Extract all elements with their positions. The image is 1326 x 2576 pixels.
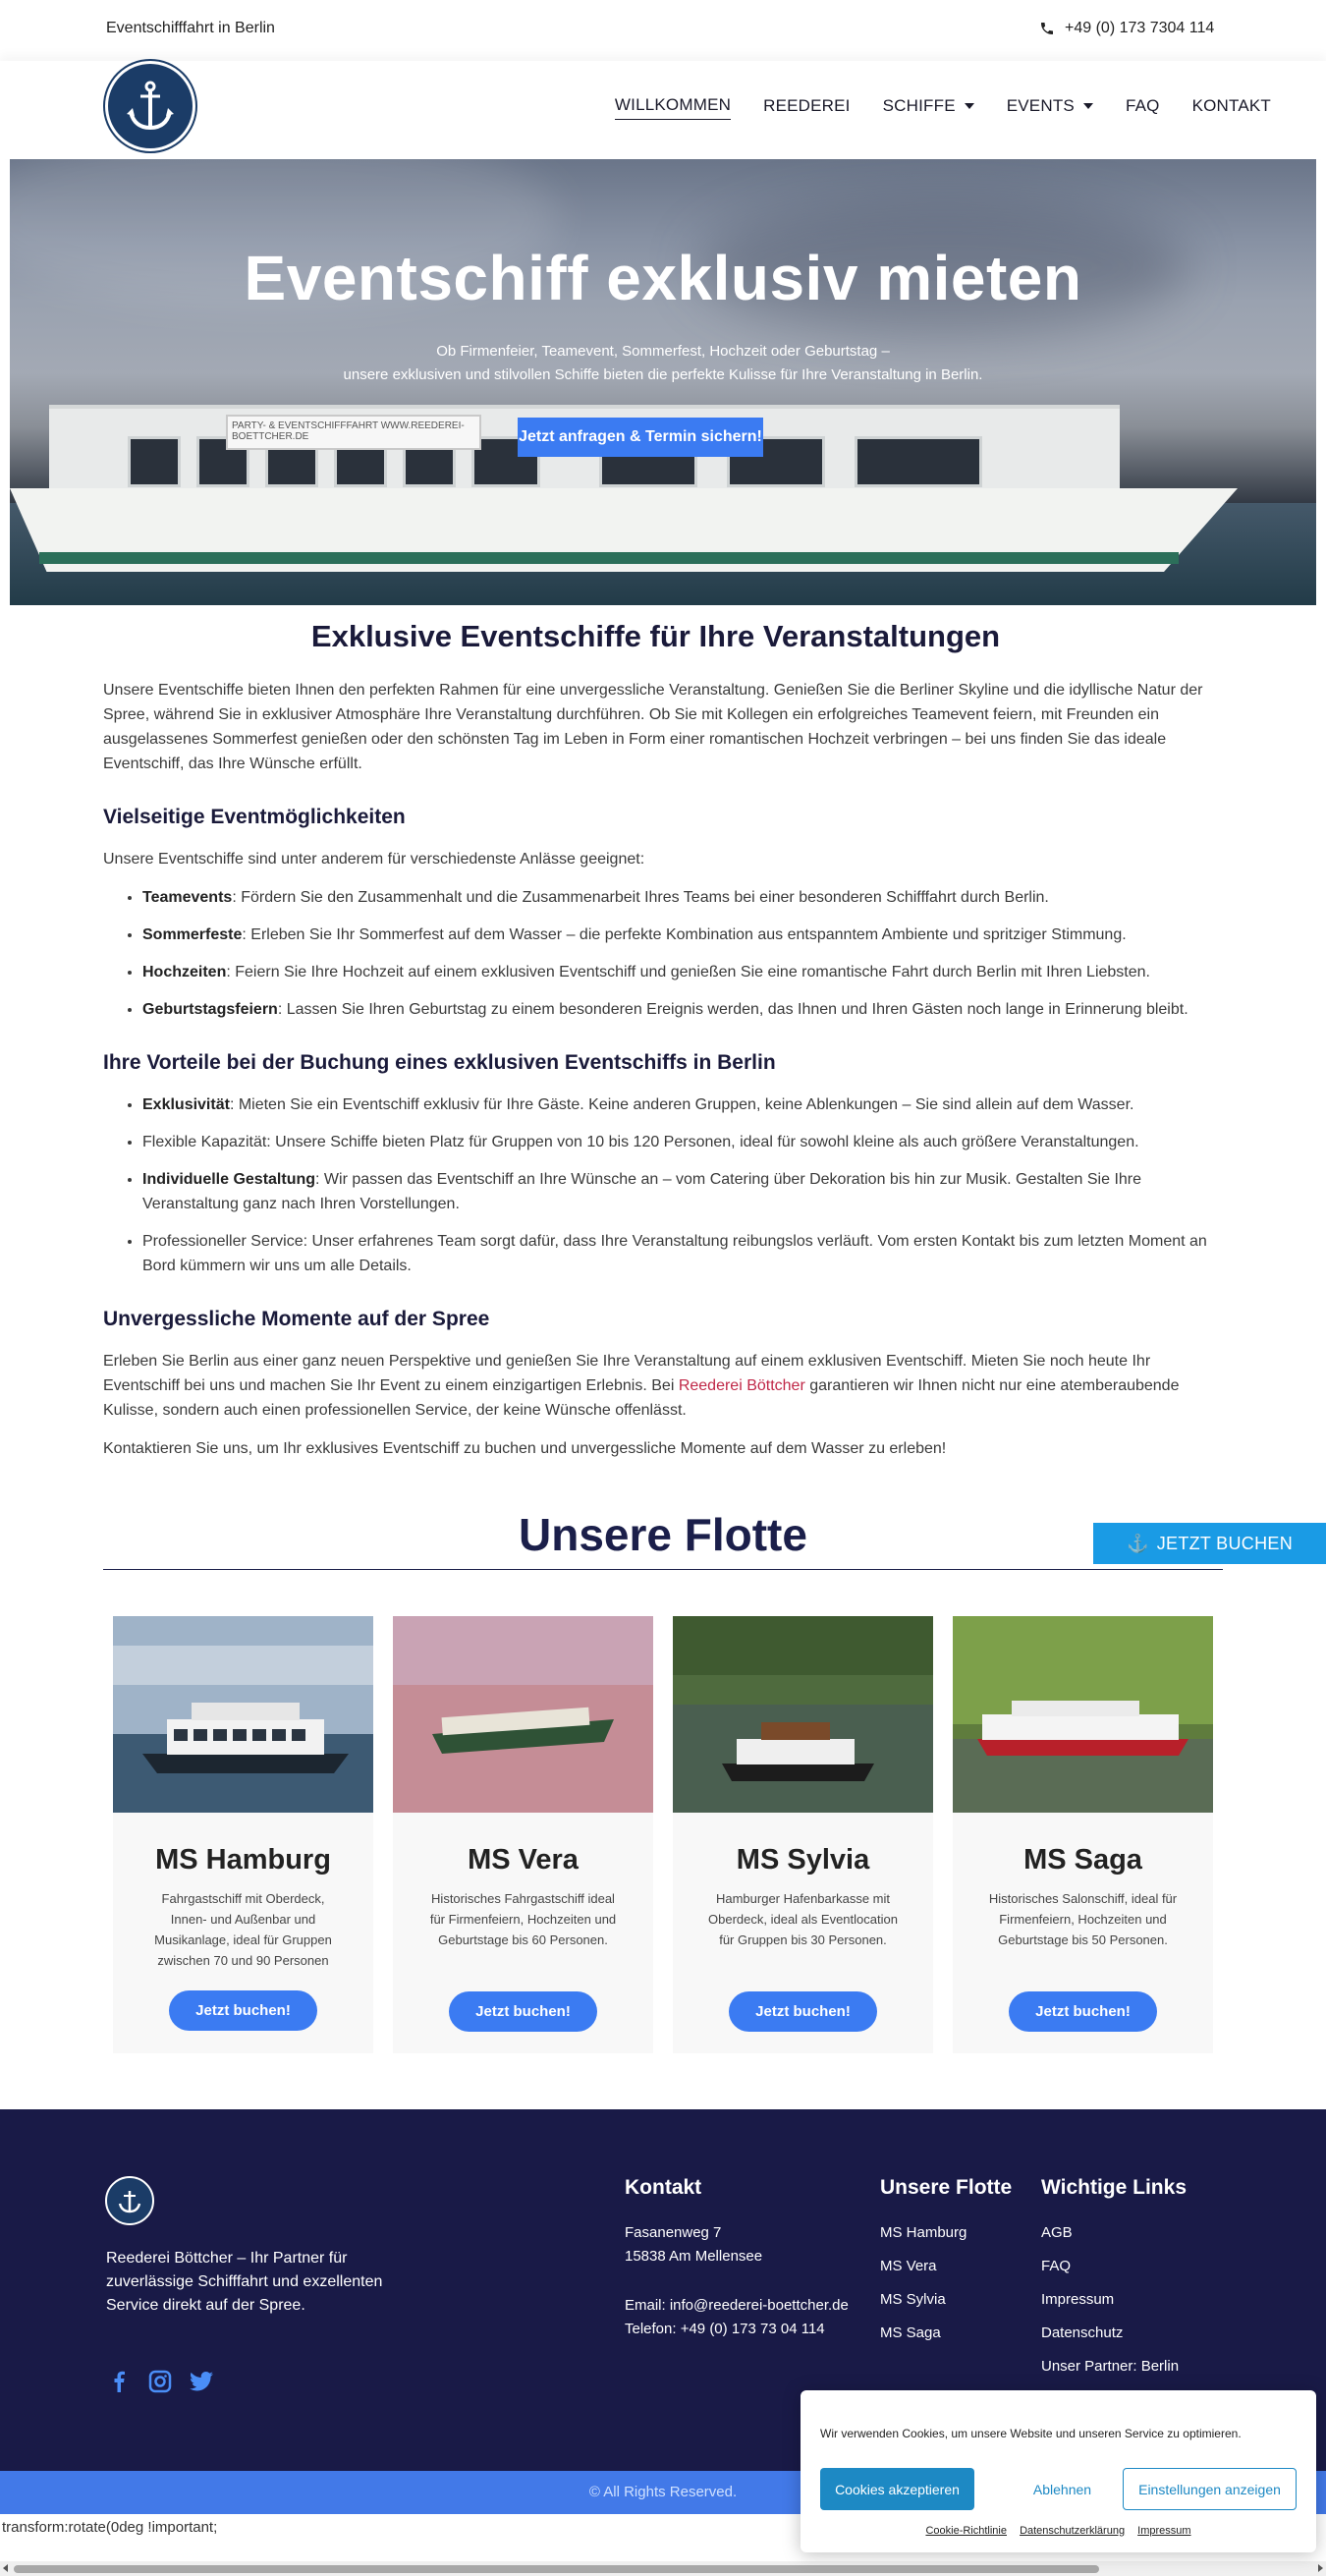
- cookie-policy-link[interactable]: Cookie-Richtlinie: [925, 2525, 1007, 2537]
- address-line: 15838 Am Mellensee: [625, 2248, 763, 2265]
- list-item: [142, 960, 1208, 984]
- subheading: Ihre Vorteile bei der Buchung eines exklusiven Eventschiffs in Berlin: [103, 1051, 776, 1074]
- ship-description: Fahrgastschiff mit Oberdeck, Innen- und Außenbar und Musikanlage, ideal für Gruppen zwischen 70 und 90 Personen: [154, 1891, 332, 1968]
- footer-heading: Kontakt: [625, 2176, 702, 2199]
- nav-label: EVENTS: [1006, 95, 1075, 115]
- copyright-bar: © All Rights Reserved.: [0, 2471, 1326, 2514]
- list-item-bold: Exklusivität: [142, 1096, 230, 1113]
- list-item: [142, 997, 1208, 1022]
- instagram-icon[interactable]: [147, 2369, 173, 2394]
- list-item-text: : Erleben Sie Ihr Sommerfest auf dem Wasser – die perfekte Kombination aus entspanntem Ambiente und spritziger Stimmung.: [242, 926, 1127, 943]
- fleet-section: [103, 1508, 1223, 1570]
- ship-sign: PARTY- & EVENTSCHIFFFAHRT WWW.REEDEREI-BOETTCHER.DE: [226, 415, 481, 450]
- cookie-banner: [801, 2390, 1316, 2552]
- nav-item-reederei[interactable]: [763, 95, 851, 120]
- ship-photo: [393, 1616, 653, 1813]
- hero-section: [10, 159, 1316, 605]
- footer-contact: [625, 2176, 849, 2351]
- scroll-left-icon[interactable]: [3, 2564, 8, 2572]
- phone-link[interactable]: Telefon: +49 (0) 173 73 04 114: [625, 2321, 825, 2337]
- cookie-message: Wir verwenden Cookies, um unsere Website und unseren Service zu optimieren.: [820, 2427, 1242, 2440]
- list-item: [142, 1130, 1208, 1154]
- nav-item-events[interactable]: [1007, 95, 1093, 120]
- paragraph: Unsere Eventschiffe sind unter anderem für verschiedenste Anlässe geeignet:: [103, 851, 645, 868]
- book-button[interactable]: Jetzt buchen!: [1009, 1991, 1157, 2032]
- event-list: [142, 885, 1208, 1022]
- imprint-link[interactable]: Impressum: [1137, 2525, 1191, 2537]
- hero-title: Eventschiff exklusiv mieten: [244, 243, 1082, 313]
- nav-label: WILLKOMMEN: [614, 95, 732, 114]
- list-item: [142, 1092, 1208, 1117]
- anchor-icon: ⚓: [1127, 1533, 1149, 1553]
- cookie-settings-button[interactable]: Einstellungen anzeigen: [1123, 2468, 1297, 2510]
- list-item-text: Flexible Kapazität: Unsere Schiffe bieten Platz für Gruppen von 10 bis 120 Personen, ideal für sowohl kleine als auch größere Veranstaltungen.: [142, 1134, 1139, 1150]
- ship-stripe: [39, 552, 1179, 564]
- hero-cta-button[interactable]: Jetzt anfragen & Termin sichern!: [518, 418, 763, 457]
- footer-heading: Unsere Flotte: [880, 2176, 1013, 2199]
- scroll-right-icon[interactable]: [1318, 2564, 1323, 2572]
- list-item-text: : Lassen Sie Ihren Geburtstag zu einem besonderen Ereignis werden, das Ihnen und Ihren Gästen noch lange in Erinnerung bleibt.: [277, 1001, 1188, 1018]
- ship-window: [855, 436, 982, 487]
- ship-description: Historisches Fahrgastschiff ideal für Firmenfeiern, Hochzeiten und Geburtstage bis 60 Personen.: [429, 1891, 617, 1947]
- book-button[interactable]: Jetzt buchen!: [169, 1990, 317, 2031]
- footer-important-links: [1041, 2176, 1187, 2388]
- nav-label: FAQ: [1125, 95, 1160, 115]
- footer-logo[interactable]: [105, 2176, 154, 2225]
- footer-link[interactable]: Impressum: [1041, 2291, 1115, 2308]
- fleet-cards: [113, 1616, 1213, 2053]
- nav-item-schiffe[interactable]: [883, 95, 974, 120]
- topbar: [0, 0, 1326, 61]
- ship-photo: [953, 1616, 1213, 1813]
- scrollbar-thumb[interactable]: [14, 2565, 1099, 2573]
- ship-photo: [673, 1616, 933, 1813]
- footer-link[interactable]: MS Saga: [880, 2324, 941, 2341]
- stray-css-text: transform:rotate(0deg !important;: [2, 2519, 218, 2536]
- paragraph: Kontaktieren Sie uns, um Ihr exklusives Eventschiff zu buchen und unvergessliche Momente auf dem Wasser zu erleben!: [103, 1440, 947, 1457]
- ship-card: [953, 1616, 1213, 2053]
- ship-name: MS Hamburg: [155, 1844, 331, 1876]
- hero-subtitle-line: unsere exklusiven und stilvollen Schiffe bieten die perfekte Kulisse für Ihre Veranstaltung in Berlin.: [343, 366, 983, 383]
- cookie-accept-button[interactable]: Cookies akzeptieren: [820, 2468, 974, 2510]
- topbar-phone[interactable]: [1039, 20, 1214, 37]
- footer-link[interactable]: Unser Partner: Berlin: [1041, 2358, 1180, 2375]
- list-item-bold: Hochzeiten: [142, 964, 227, 980]
- caret-down-icon: [1083, 103, 1093, 109]
- horizontal-scrollbar[interactable]: [0, 2561, 1326, 2576]
- nav-label: SCHIFFE: [882, 95, 956, 115]
- footer-link[interactable]: MS Sylvia: [880, 2291, 946, 2308]
- nav-label: KONTAKT: [1191, 95, 1271, 115]
- list-item-bold: Sommerfeste: [142, 926, 243, 943]
- ship-window: [128, 436, 181, 487]
- ship-name: MS Sylvia: [736, 1844, 870, 1876]
- email-link[interactable]: Email: info@reederei-boettcher.de: [625, 2297, 849, 2314]
- ship-name: MS Vera: [468, 1844, 579, 1876]
- paragraph-text: garantieren wir Ihnen nicht nur eine atemberaubende Kulisse, sondern auch einen professionellen Service, der keine Wünsche offenlässt.: [103, 1377, 1180, 1419]
- list-item-text: : Mieten Sie ein Eventschiff exklusiv für Ihre Gäste. Keine anderen Gruppen, keine Ablenkungen – Sie sind allein auf dem Wasser.: [229, 1096, 1134, 1113]
- footer-link[interactable]: AGB: [1041, 2224, 1073, 2241]
- privacy-link[interactable]: Datenschutzerklärung: [1020, 2525, 1126, 2537]
- list-item: [142, 1229, 1208, 1278]
- phone-icon: [1039, 21, 1055, 36]
- intro-paragraph: Unsere Eventschiffe bieten Ihnen den perfekten Rahmen für eine unvergessliche Veranstaltung. Genießen Sie die Berliner Skyline und die idyllische Natur der Spree, während Sie in exklusiver Atmosphäre Ihre Veranstaltung durchführen. Ob Sie mit Kollegen ein erfolgreiches Teamevent feiern, mit Freunden ein ausgelassenes Sommerfest genießen oder den schönsten Tag im Leben in Form einer romantischen Hochzeit verbringen – bei uns finden Sie das ideale Eventschiff, das Ihre Wünsche erfüllt.: [103, 682, 1203, 772]
- nav-menu: [582, 95, 1271, 120]
- address-line: Fasanenweg 7: [625, 2224, 722, 2241]
- hero-subtitle: [10, 340, 1316, 387]
- list-item-text: : Feiern Sie Ihre Hochzeit auf einem exklusiven Eventschiff und genießen Sie eine romantische Fahrt durch Berlin mit Ihren Liebsten.: [226, 964, 1150, 980]
- list-item: [142, 1167, 1208, 1216]
- anchor-icon: [115, 2186, 144, 2215]
- hero-subtitle-line: Ob Firmenfeier, Teamevent, Sommerfest, Hochzeit oder Geburtstag –: [436, 343, 890, 360]
- footer-fleet: [880, 2176, 1012, 2355]
- main-navigation: [0, 61, 1326, 159]
- nav-item-willkommen[interactable]: [615, 95, 731, 120]
- ship-card: [113, 1616, 373, 2053]
- list-item-text: : Fördern Sie den Zusammenhalt und die Zusammenarbeit Ihres Teams bei einer besonderen Schifffahrt durch Berlin.: [232, 889, 1049, 906]
- list-item-text: Professioneller Service: Unser erfahrenes Team sorgt dafür, dass Ihre Veranstaltung reibungslos verläuft. Vom ersten Kontakt bis zum letzten Moment an Bord kümmern wir uns um alle Details.: [142, 1233, 1207, 1274]
- paragraph: [103, 1349, 1208, 1423]
- ship-name: MS Saga: [1023, 1844, 1142, 1876]
- facebook-icon[interactable]: [106, 2369, 132, 2394]
- social-links: [106, 2369, 214, 2394]
- cookie-decline-button[interactable]: Ablehnen: [1032, 2481, 1092, 2497]
- footer-description: Reederei Böttcher – Ihr Partner für zuverlässige Schifffahrt und exzellenten Service direkt auf der Spree.: [106, 2250, 383, 2314]
- nav-label: REEDEREI: [763, 95, 851, 115]
- subheading: Vielseitige Eventmöglichkeiten: [103, 806, 406, 828]
- paragraph-text: Erleben Sie Berlin aus einer ganz neuen Perspektive und genießen Sie Ihre Veranstaltung auf einem exklusiven Eventschiff. Mieten Sie noch heute Ihr Eventschiff bei uns und machen Sie Ihr Event zu einem einzigartigen Erlebnis. Bei: [103, 1353, 1151, 1394]
- list-item-bold: Teamevents: [142, 889, 233, 906]
- anchor-icon: [121, 77, 180, 136]
- twitter-icon[interactable]: [189, 2369, 214, 2394]
- nav-item-faq[interactable]: [1126, 95, 1160, 120]
- footer-heading: Wichtige Links: [1041, 2176, 1187, 2199]
- fleet-title: Unsere Flotte: [103, 1508, 1223, 1570]
- topbar-brand: Eventschifffahrt in Berlin: [106, 20, 275, 36]
- footer-link[interactable]: MS Vera: [880, 2258, 937, 2274]
- ship-photo: [113, 1616, 373, 1813]
- section-title: Exklusive Eventschiffe für Ihre Veranstaltungen: [310, 619, 1001, 653]
- caret-down-icon: [965, 103, 974, 109]
- subheading: Unvergessliche Momente auf der Spree: [103, 1308, 490, 1330]
- ship-description: Historisches Salonschiff, ideal für Firmenfeiern, Hochzeiten und Geburtstage bis 50 Personen.: [988, 1891, 1178, 1947]
- phone-number: +49 (0) 173 7304 114: [1065, 20, 1215, 36]
- list-item: [142, 885, 1208, 910]
- footer-link[interactable]: MS Hamburg: [880, 2224, 967, 2241]
- ship-card: [393, 1616, 653, 2053]
- ship-card: [673, 1616, 933, 2053]
- reederei-link[interactable]: Reederei Böttcher: [678, 1377, 805, 1394]
- footer-link[interactable]: Datenschutz: [1041, 2324, 1124, 2341]
- book-button[interactable]: Jetzt buchen!: [729, 1991, 877, 2032]
- site-logo[interactable]: [105, 61, 195, 151]
- cookie-links: [801, 2525, 1316, 2537]
- ship-description: Hamburger Hafenbarkasse mit Oberdeck, ideal als Eventlocation für Gruppen bis 30 Personen.: [708, 1891, 898, 1947]
- main-content: [103, 619, 1208, 1461]
- footer-link[interactable]: FAQ: [1041, 2258, 1072, 2274]
- nav-item-kontakt[interactable]: [1192, 95, 1271, 120]
- advantages-list: [142, 1092, 1208, 1278]
- list-item-bold: Geburtstagsfeiern: [142, 1001, 278, 1018]
- jetzt-buchen-button[interactable]: [1093, 1523, 1326, 1564]
- book-button[interactable]: Jetzt buchen!: [449, 1991, 597, 2032]
- jetzt-buchen-label: JETZT BUCHEN: [1156, 1533, 1293, 1553]
- list-item-text: : Wir passen das Eventschiff an Ihre Wünsche an – vom Catering über Dekoration bis hin zur Musik. Gestalten Sie Ihre Veranstaltung ganz nach Ihren Vorstellungen.: [142, 1171, 1142, 1212]
- list-item: [142, 923, 1208, 947]
- list-item-bold: Individuelle Gestaltung: [142, 1171, 316, 1188]
